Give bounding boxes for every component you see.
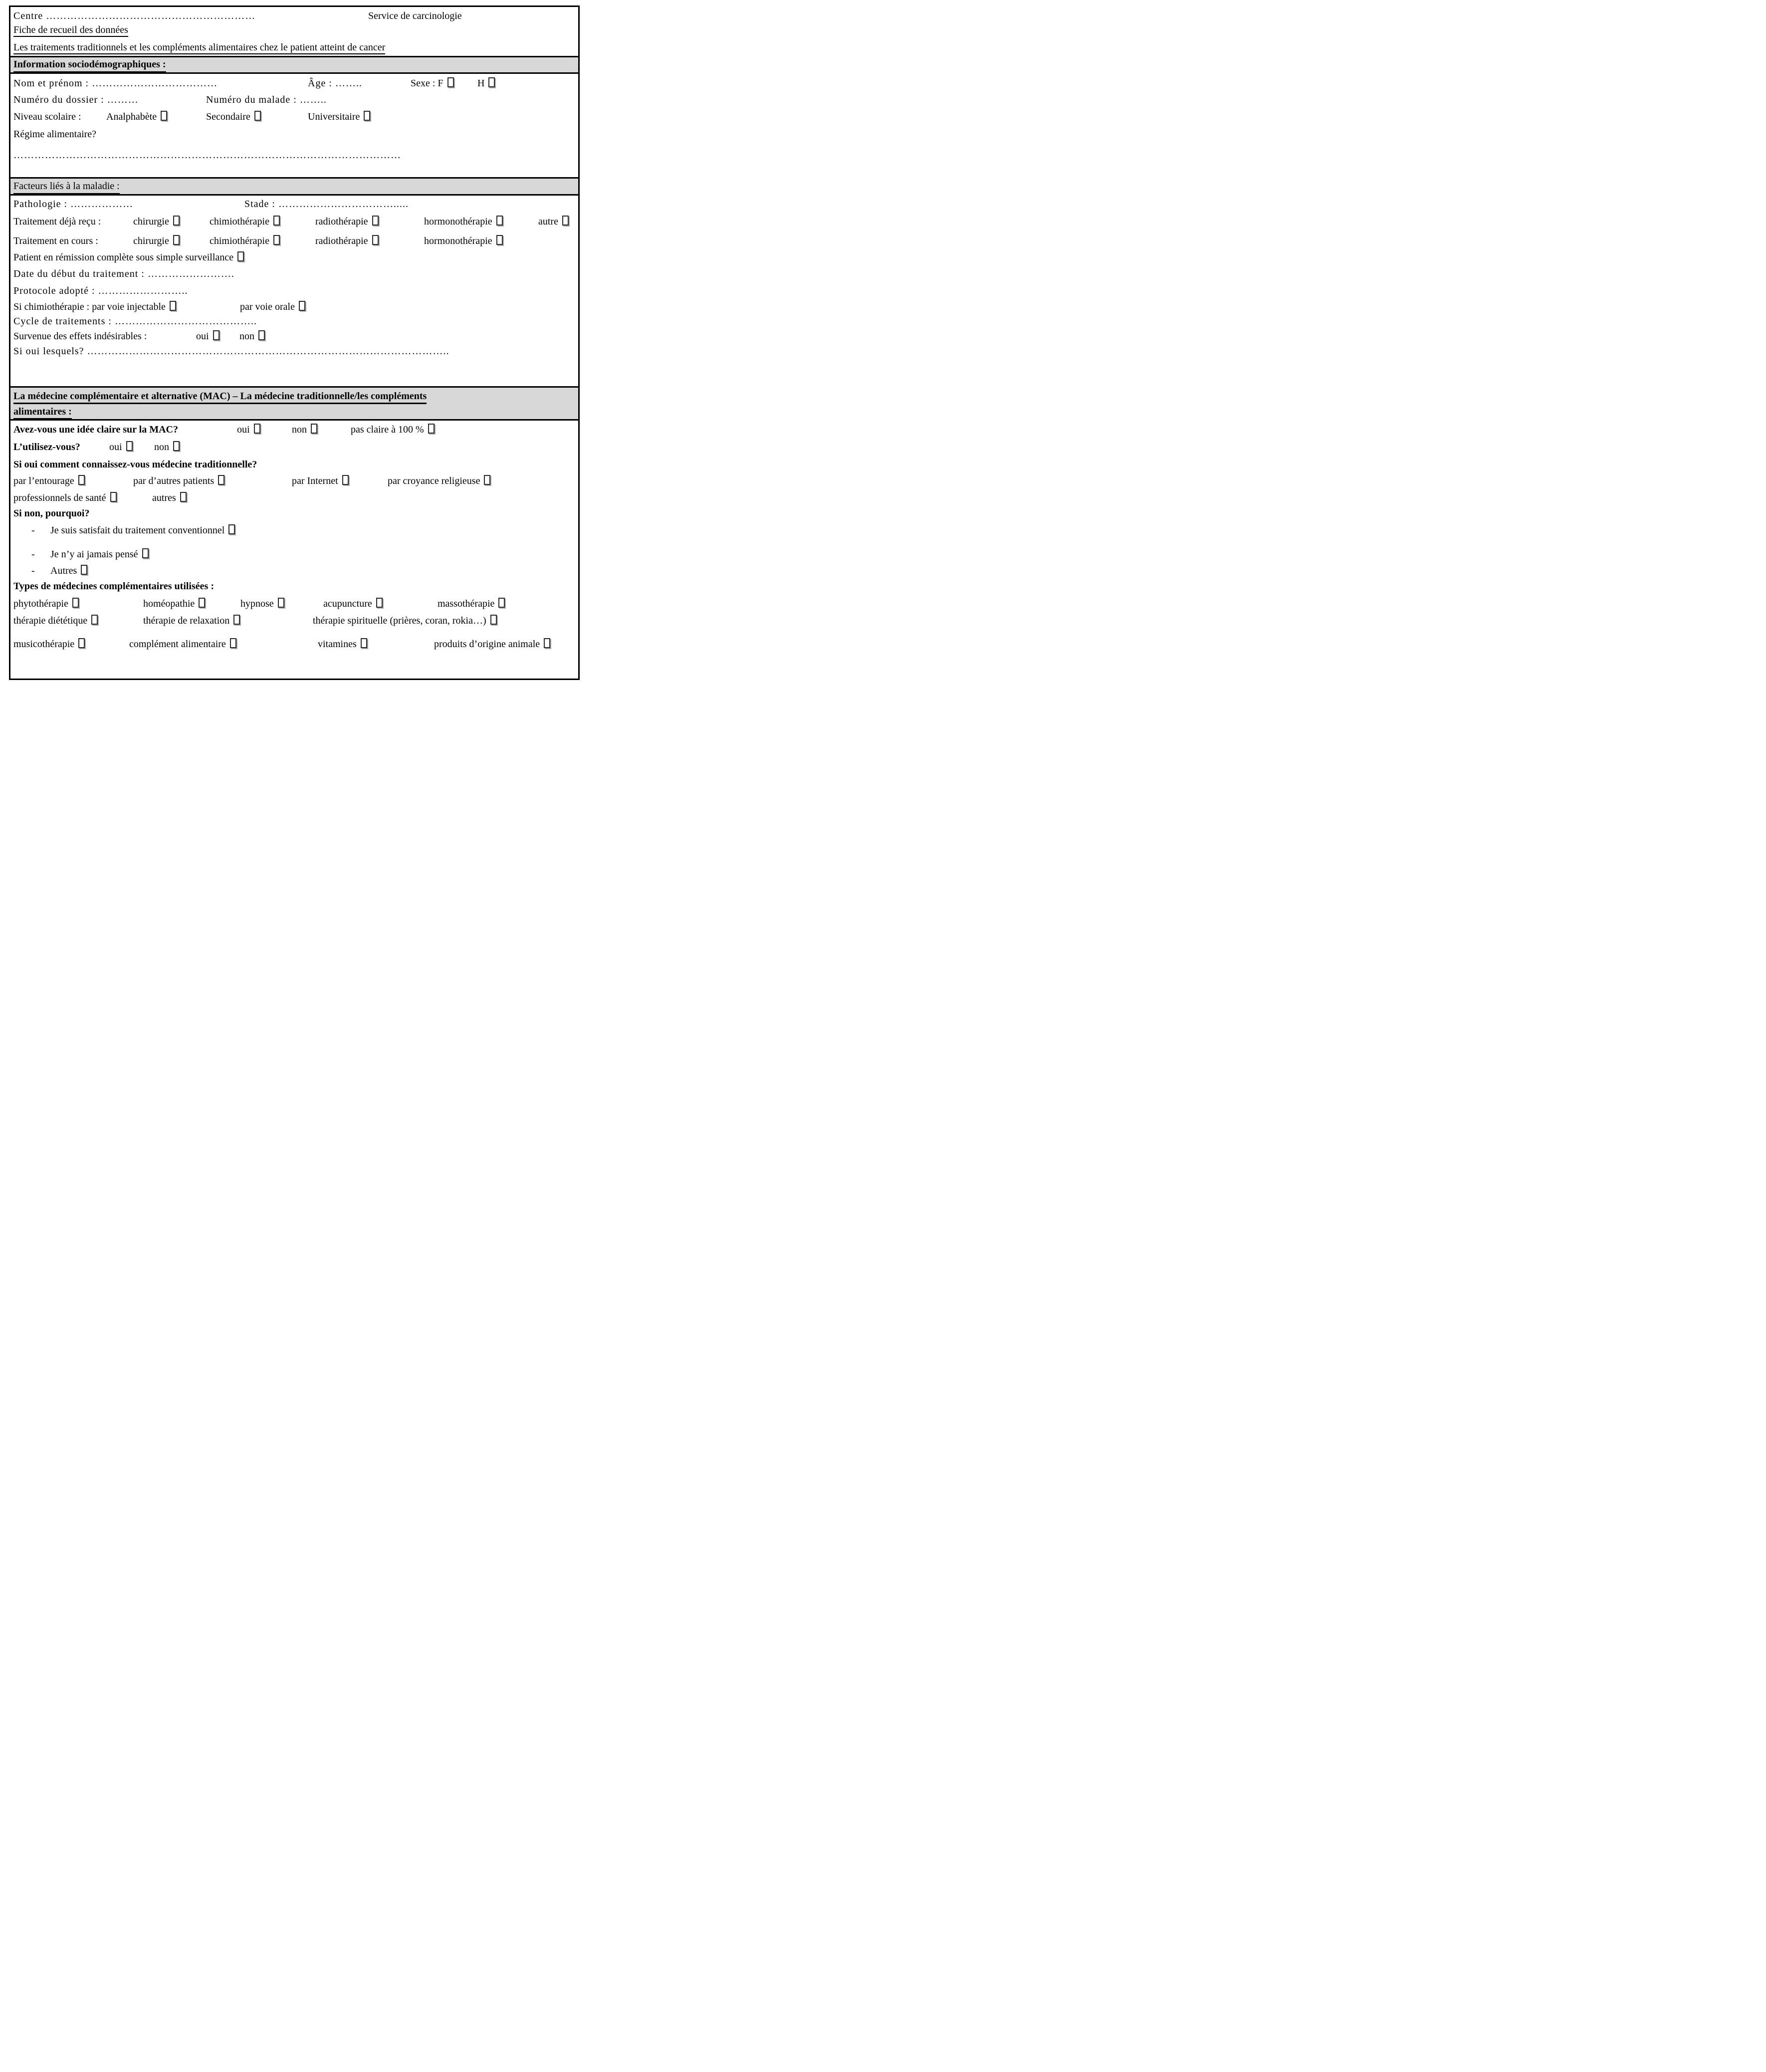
pourquoi-row xyxy=(10,506,578,520)
source-internet-label: par Internet xyxy=(292,475,338,486)
checkbox-recu-radiotherapie[interactable] xyxy=(372,216,379,226)
remission-label: Patient en rémission complète sous simple surveillance xyxy=(13,252,234,263)
voie-injectable-label: Si chimiothérapie : par voie injectable xyxy=(13,301,166,312)
checkbox-source-entourage[interactable] xyxy=(78,475,85,485)
sexe-f-checkbox[interactable] xyxy=(447,77,454,87)
checkbox-raison-satisfait[interactable] xyxy=(228,524,235,534)
centre-field: Centre …………………………………………………… xyxy=(13,10,256,21)
source-autres-patients-label: par d’autres patients xyxy=(133,475,215,486)
nom-row xyxy=(10,76,578,90)
utilisez-non-label: non xyxy=(154,442,169,453)
raison-row-3 xyxy=(10,564,578,578)
types-header-row xyxy=(10,579,578,593)
regime-fill-row xyxy=(10,148,578,162)
checkbox-secondaire[interactable] xyxy=(254,111,261,121)
sexe-f-label: Sexe : F xyxy=(411,78,443,89)
recu-chirurgie-label: chirurgie xyxy=(133,216,169,227)
voie-orale-label: par voie orale xyxy=(240,301,295,312)
checkbox-idee-non[interactable] xyxy=(311,424,317,434)
numero-dossier-field: Numéro du dossier : ……… xyxy=(13,94,139,105)
checkbox-source-internet[interactable] xyxy=(342,475,349,485)
service-label: Service de carcinologie xyxy=(368,10,462,21)
checkbox-idee-oui[interactable] xyxy=(254,424,260,434)
protocole-row xyxy=(10,284,578,298)
checkbox-source-autres[interactable] xyxy=(180,492,187,502)
utilisez-oui-label: oui xyxy=(109,442,122,453)
protocole-field: Protocole adopté : …………………….. xyxy=(13,285,188,296)
checkbox-type-complement[interactable] xyxy=(230,638,236,648)
source-entourage-label: par l’entourage xyxy=(13,475,74,486)
date-debut-row xyxy=(10,267,578,281)
comment-row xyxy=(10,458,578,471)
recu-chimiotherapie-label: chimiothérapie xyxy=(210,216,269,227)
checkbox-type-phytotherapie[interactable] xyxy=(72,598,79,608)
comment-question: Si oui comment connaissez-vous médecine traditionnelle? xyxy=(13,459,257,470)
raison-satisfait-label: Je suis satisfait du traitement conventionnel xyxy=(50,525,225,536)
idee-pas-claire-label: pas claire à 100 % xyxy=(351,424,424,435)
checkbox-analphabete[interactable] xyxy=(161,111,167,121)
numero-malade-field: Numéro du malade : …….. xyxy=(206,94,327,105)
section-info-header: Information sociodémographiques : xyxy=(13,59,166,73)
idee-oui-label: oui xyxy=(237,424,250,435)
utilisez-question: L’utilisez-vous? xyxy=(13,442,80,453)
type-complement-label: complément alimentaire xyxy=(129,639,226,650)
checkbox-recu-hormonotherapie[interactable] xyxy=(496,216,503,226)
effets-row xyxy=(10,329,578,343)
checkbox-source-croyance[interactable] xyxy=(484,475,490,485)
sources-row-1 xyxy=(10,474,578,488)
raison-autres-label: Autres xyxy=(50,565,77,576)
checkbox-source-autres-patients[interactable] xyxy=(218,475,224,485)
checkbox-type-produits-animale[interactable] xyxy=(544,638,550,648)
checkbox-universitaire[interactable] xyxy=(364,111,370,121)
remission-row xyxy=(10,250,578,264)
source-professionnels-label: professionnels de santé xyxy=(13,492,106,503)
raison-row-1 xyxy=(10,523,578,537)
types-row-2 xyxy=(10,614,578,628)
raison-row-2 xyxy=(10,547,578,561)
recu-hormonotherapie-label: hormonothérapie xyxy=(424,216,492,227)
checkbox-idee-pas-claire[interactable] xyxy=(428,424,435,434)
niveau-row xyxy=(10,110,578,124)
utilisez-row xyxy=(10,440,578,454)
bullet-dash: - xyxy=(31,525,35,536)
type-acupuncture-label: acupuncture xyxy=(323,598,372,609)
age-field: Âge : …….. xyxy=(308,78,362,89)
regime-row xyxy=(10,127,578,141)
type-relaxation-label: thérapie de relaxation xyxy=(143,615,230,626)
section-maladie-header: Facteurs liés à la maladie : xyxy=(13,181,120,195)
numero-row xyxy=(10,93,578,107)
recu-radiotherapie-label: radiothérapie xyxy=(315,216,368,227)
lesquels-row xyxy=(10,344,578,358)
stade-field: Stade : ……………………………..... xyxy=(244,199,409,210)
type-hypnose-label: hypnose xyxy=(240,598,274,609)
checkbox-raison-autres[interactable] xyxy=(81,565,87,575)
cours-chirurgie-label: chirurgie xyxy=(133,235,169,246)
cours-chimiotherapie-label: chimiothérapie xyxy=(210,235,269,246)
type-produits-animale-label: produits d’origine animale xyxy=(434,639,540,650)
type-spirituelle-label: thérapie spirituelle (prières, coran, rokia…) xyxy=(313,615,486,626)
traitement-cours-row xyxy=(10,234,578,248)
source-croyance-label: par croyance religieuse xyxy=(388,475,480,486)
type-homeopathie-label: homéopathie xyxy=(143,598,195,609)
form-title-row xyxy=(10,23,578,37)
checkbox-effets-oui[interactable] xyxy=(213,330,220,340)
checkbox-type-acupuncture[interactable] xyxy=(376,598,383,608)
type-vitamines-label: vitamines xyxy=(318,639,357,650)
niveau-secondaire-label: Secondaire xyxy=(206,111,250,122)
niveau-universitaire-label: Universitaire xyxy=(308,111,360,122)
checkbox-voie-orale[interactable] xyxy=(299,301,305,311)
section-band-maladie xyxy=(10,177,578,196)
sexe-h-label: H xyxy=(477,78,485,89)
section-band-mac xyxy=(10,386,578,421)
nom-prenom-field: Nom et prénom : ……………………………… xyxy=(13,78,218,89)
cycle-row xyxy=(10,314,578,328)
section-mac-header-line2: alimentaires : xyxy=(13,406,72,420)
section-band-info xyxy=(10,56,578,74)
checkbox-type-hypnose[interactable] xyxy=(278,598,284,608)
checkbox-type-relaxation[interactable] xyxy=(233,615,240,625)
checkbox-recu-chimiotherapie[interactable] xyxy=(273,216,280,226)
checkbox-type-spirituelle[interactable] xyxy=(490,615,497,625)
types-header: Types de médecines complémentaires utilisées : xyxy=(13,581,214,592)
lesquels-field: Si oui lesquels? ………………………………………………………………………………………….. xyxy=(13,346,449,357)
idee-row xyxy=(10,423,578,437)
dotted-fill-line: ………………………………………………………………………………………………… xyxy=(13,150,401,161)
scanned-form-page xyxy=(0,0,589,691)
bullet-dash: - xyxy=(31,565,35,576)
checkbox-utilisez-non[interactable] xyxy=(173,441,180,451)
checkbox-type-massotherapie[interactable] xyxy=(498,598,505,608)
pathologie-field: Pathologie : ……………… xyxy=(13,199,134,210)
types-row-1 xyxy=(10,597,578,611)
source-autres-label: autres xyxy=(152,492,176,503)
cours-radiotherapie-label: radiothérapie xyxy=(315,235,368,246)
cycle-field: Cycle de traitements : ………………………………….. xyxy=(13,316,257,327)
type-dietetique-label: thérapie diététique xyxy=(13,615,88,626)
effets-label: Survenue des effets indésirables : xyxy=(13,331,147,342)
form-title: Fiche de recueil des données xyxy=(13,24,128,37)
traitement-recu-label: Traitement déjà reçu : xyxy=(13,216,101,227)
study-title: Les traitements traditionnels et les compléments alimentaires chez le patient atteint de cancer xyxy=(13,42,385,54)
date-debut-field: Date du début du traitement : ……………………. xyxy=(13,268,234,279)
regime-label: Régime alimentaire? xyxy=(13,129,97,140)
checkbox-cours-chimiotherapie[interactable] xyxy=(273,235,280,245)
checkbox-cours-chirurgie[interactable] xyxy=(173,235,180,245)
checkbox-utilisez-oui[interactable] xyxy=(126,441,133,451)
checkbox-cours-hormonotherapie[interactable] xyxy=(496,235,503,245)
raison-jamais-pense-label: Je n’y ai jamais pensé xyxy=(50,549,138,560)
section-mac-header-line1: La médecine complémentaire et alternative (MAC) – La médecine traditionnelle/les compléments xyxy=(13,391,427,404)
checkbox-type-musicotherapie[interactable] xyxy=(78,638,85,648)
bullet-dash: - xyxy=(31,549,35,560)
pourquoi-question: Si non, pourquoi? xyxy=(13,508,90,519)
niveau-label: Niveau scolaire : xyxy=(13,111,81,122)
type-phytotherapie-label: phytothérapie xyxy=(13,598,68,609)
traitement-recu-row xyxy=(10,215,578,229)
checkbox-type-dietetique[interactable] xyxy=(91,615,98,625)
types-row-3 xyxy=(10,637,578,651)
effets-non-label: non xyxy=(239,331,254,342)
traitement-cours-label: Traitement en cours : xyxy=(13,235,98,246)
checkbox-source-professionnels[interactable] xyxy=(110,492,117,502)
checkbox-remission[interactable] xyxy=(237,251,244,261)
checkbox-effets-non[interactable] xyxy=(258,330,265,340)
idee-non-label: non xyxy=(292,424,307,435)
centre-row xyxy=(10,9,578,23)
type-massotherapie-label: massothérapie xyxy=(438,598,495,609)
checkbox-type-vitamines[interactable] xyxy=(361,638,367,648)
recu-autre-label: autre xyxy=(538,216,558,227)
niveau-analphabete-label: Analphabète xyxy=(106,111,157,122)
cours-hormonotherapie-label: hormonothérapie xyxy=(424,235,492,246)
checkbox-voie-injectable[interactable] xyxy=(170,301,176,311)
checkbox-type-homeopathie[interactable] xyxy=(199,598,205,608)
checkbox-raison-jamais-pense[interactable] xyxy=(142,548,149,558)
type-musicotherapie-label: musicothérapie xyxy=(13,639,75,650)
checkbox-recu-autre[interactable] xyxy=(562,216,569,226)
checkbox-recu-chirurgie[interactable] xyxy=(173,216,180,226)
sexe-h-checkbox[interactable] xyxy=(488,77,495,87)
idee-question: Avez-vous une idée claire sur la MAC? xyxy=(13,424,178,435)
sources-row-2 xyxy=(10,491,578,505)
voie-row xyxy=(10,300,578,314)
checkbox-cours-radiotherapie[interactable] xyxy=(372,235,379,245)
study-title-row xyxy=(10,40,578,54)
pathologie-row xyxy=(10,197,578,211)
effets-oui-label: oui xyxy=(196,331,209,342)
form-document-border xyxy=(9,5,580,680)
